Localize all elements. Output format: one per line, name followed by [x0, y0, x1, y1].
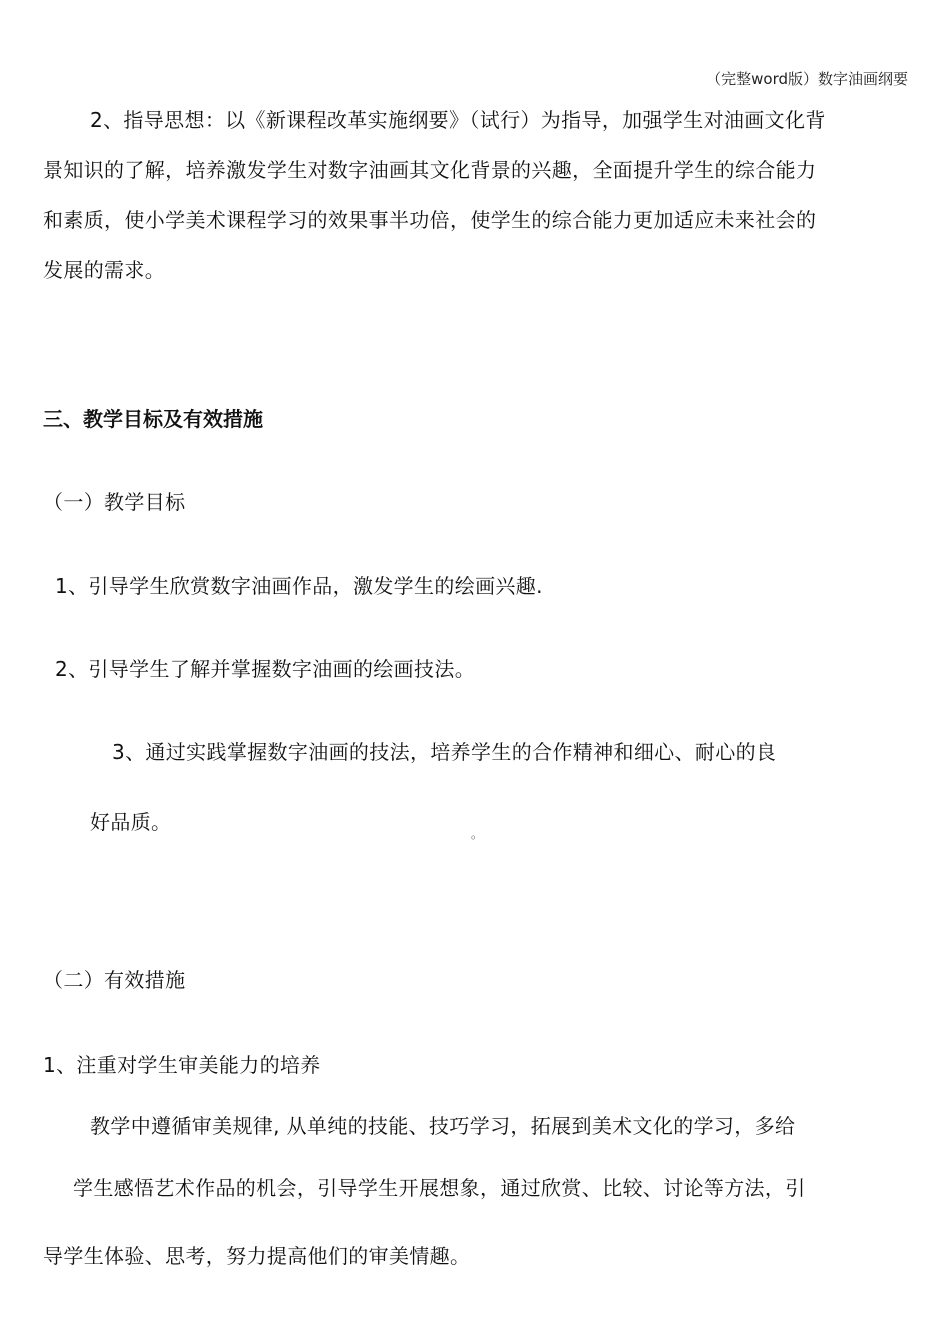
subheading-effective-measures: （二）有效措施: [43, 968, 186, 992]
measure-item-1-title: 1、注重对学生审美能力的培养: [43, 1053, 321, 1077]
subheading-teaching-goals: （一）教学目标: [43, 490, 186, 514]
goal-item-3-line-1: 3、通过实践掌握数字油画的技法，培养学生的合作精神和细心、耐心的良: [112, 740, 777, 764]
measure-item-1-line-3: 导学生体验、思考，努力提高他们的审美情趣。: [43, 1244, 471, 1268]
goal-item-3-line-2: 好品质。: [90, 810, 172, 834]
section-heading-goals-measures: 三、教学目标及有效措施: [43, 407, 263, 431]
page-header-title: （完整word版）数字油画纲要: [706, 70, 908, 88]
measure-item-1-line-1: 教学中遵循审美规律, 从单纯的技能、技巧学习，拓展到美术文化的学习，多给: [90, 1114, 796, 1138]
guiding-thought-line-1: 2、指导思想：以《新课程改革实施纲要》（试行）为指导，加强学生对油画文化背: [90, 108, 826, 132]
measure-item-1-line-2: 学生感悟艺术作品的机会，引导学生开展想象，通过欣赏、比较、讨论等方法，引: [73, 1176, 806, 1200]
guiding-thought-line-4: 发展的需求。: [43, 258, 166, 282]
goal-item-2: 2、引导学生了解并掌握数字油画的绘画技法。: [55, 657, 476, 681]
guiding-thought-line-2: 景知识的了解，培养激发学生对数字油画其文化背景的兴趣，全面提升学生的综合能力: [43, 158, 817, 182]
stray-punctuation-mark: 。: [471, 827, 484, 841]
guiding-thought-line-3: 和素质，使小学美术课程学习的效果事半功倍，使学生的综合能力更加适应未来社会的: [43, 208, 817, 232]
goal-item-1: 1、引导学生欣赏数字油画作品，激发学生的绘画兴趣.: [55, 574, 543, 598]
